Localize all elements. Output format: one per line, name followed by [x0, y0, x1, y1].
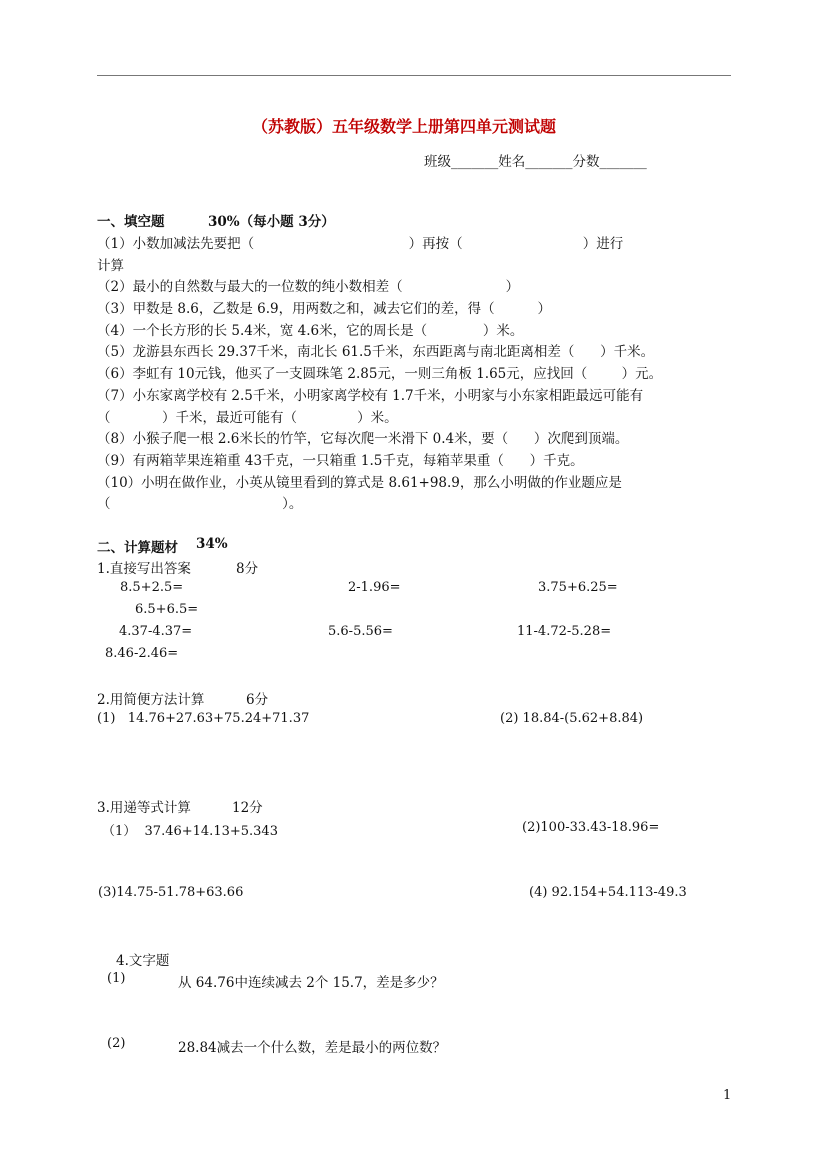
calc-problem: 2-1.96=: [348, 580, 401, 595]
fill-item-10: （10）小明在做作业，小英从镜里看到的算式是 8.61+98.9，那么小明做的作业题应是: [97, 475, 622, 491]
calc-problem: 8.5+2.5=: [120, 580, 184, 595]
part3-score: 12分: [232, 800, 263, 816]
section2-score: 34%: [196, 536, 228, 552]
student-info-line: 班级_______姓名_______分数_______: [424, 154, 647, 170]
simplify-problem: (2) 18.84-(5.62+8.84): [500, 711, 644, 726]
section1-heading: 一、填空题: [97, 214, 165, 230]
header-rule: [97, 75, 731, 76]
part3-label: 3.用递等式计算: [97, 800, 191, 816]
fill-item-3: （3）甲数是 8.6，乙数是 6.9，用两数之和，减去它们的差，得（ ）: [97, 301, 552, 317]
calc-problem: 11-4.72-5.28=: [517, 624, 612, 639]
part4-label: 4.文字题: [116, 953, 170, 969]
fill-item-4: （4）一个长方形的长 5.4米，宽 4.6米，它的周长是（ ）米。: [97, 323, 524, 339]
section2-heading: 二、计算题材: [97, 540, 178, 556]
part1-label: 1.直接写出答案: [97, 561, 191, 577]
fill-item-5: （5）龙游县东西长 29.37千米，南北长 61.5千米，东西距离与南北距离相差（ ）千米。: [97, 344, 655, 360]
calc-problem: 6.5+6.5=: [135, 602, 199, 617]
word-problem-text: 28.84减去一个什么数，差是最小的两位数？: [178, 1040, 447, 1056]
part1-score: 8分: [236, 561, 259, 577]
stepwise-problem: (4) 92.154+54.113-49.3: [529, 885, 687, 900]
fill-item-1-cont: 计算: [97, 258, 124, 274]
calc-problem: 4.37-4.37=: [119, 624, 193, 639]
calc-problem: 5.6-5.56=: [328, 624, 393, 639]
fill-item-10-cont: （ ）。: [97, 496, 303, 512]
page-number: 1: [723, 1088, 732, 1103]
fill-item-2: （2）最小的自然数与最大的一位数的纯小数相差（ ）: [97, 279, 520, 295]
fill-item-9: （9）有两箱苹果连箱重 43千克，一只箱重 1.5千克，每箱苹果重（ ）千克。: [97, 453, 584, 469]
fill-item-8: （8）小猴子爬一根 2.6米长的竹竿，它每次爬一米滑下 0.4米，要（ ）次爬到顶端。: [97, 431, 629, 447]
calc-problem: 3.75+6.25=: [538, 580, 618, 595]
section1-score: 30%（每小题 3分）: [208, 214, 335, 230]
part2-label: 2.用简便方法计算: [97, 692, 205, 708]
word-problem-number: (2): [107, 1036, 126, 1051]
simplify-problem: (1) 14.76+27.63+75.24+71.37: [97, 711, 310, 726]
stepwise-problem: （1） 37.46+14.13+5.343: [102, 824, 278, 839]
part2-score: 6分: [246, 692, 269, 708]
stepwise-problem: (3)14.75-51.78+63.66: [98, 885, 244, 900]
fill-item-7: （7）小东家离学校有 2.5千米，小明家离学校有 1.7千米，小明家与小东家相距最远可能有: [97, 388, 644, 404]
fill-item-7-cont: （ ）千米，最近可能有（ ）米。: [97, 410, 398, 426]
calc-problem: 8.46-2.46=: [105, 646, 179, 661]
word-problem-text: 从 64.76中连续减去 2个 15.7，差是多少？: [178, 975, 444, 991]
stepwise-problem: (2)100-33.43-18.96=: [522, 820, 660, 835]
page-title: （苏教版）五年级数学上册第四单元测试题: [252, 117, 557, 136]
fill-item-1: （1）小数加减法先要把（ ）再按（ ）进行: [97, 236, 624, 252]
word-problem-number: (1): [107, 971, 126, 986]
fill-item-6: （6）李虹有 10元钱，他买了一支圆珠笔 2.85元，一则三角板 1.65元，应找回（ ）元。: [97, 366, 663, 382]
